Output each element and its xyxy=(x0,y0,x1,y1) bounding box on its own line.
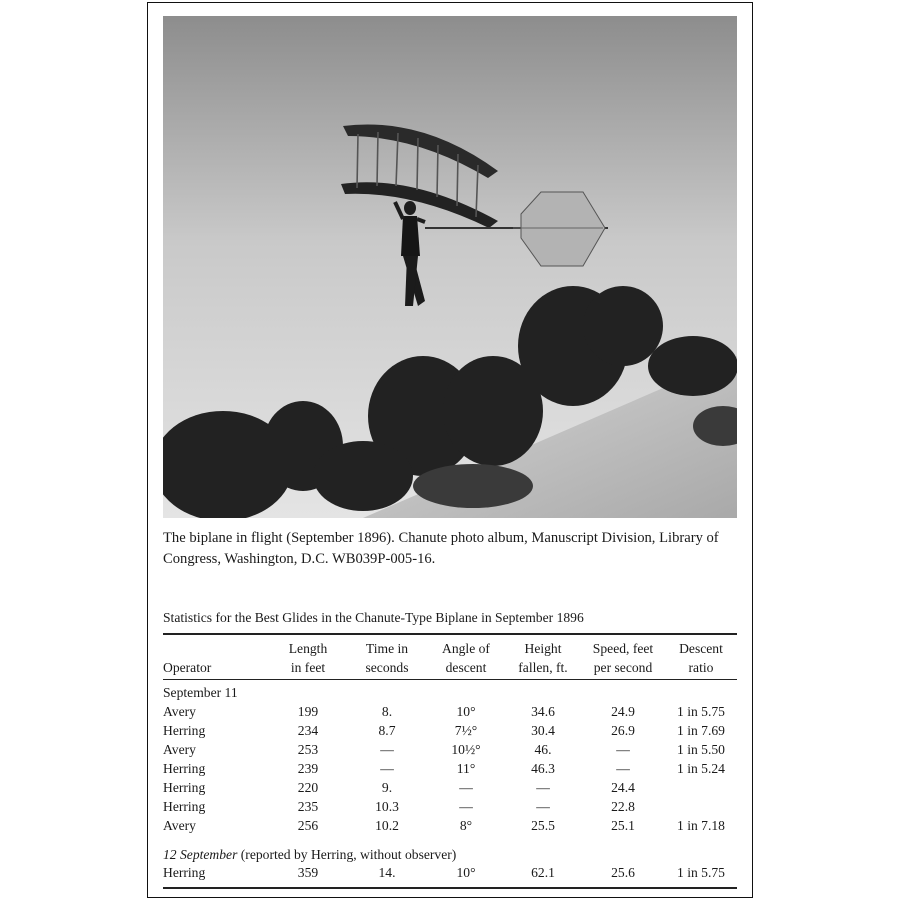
column-header: in feet xyxy=(290,660,326,675)
photo-caption: The biplane in flight (September 1896). Chanute photo album, Manuscript Division, Library of Congress, Washington, D.C. WB039P-005-16. xyxy=(163,530,719,567)
table-cell: 220 xyxy=(297,780,319,795)
table-cell: 26.9 xyxy=(611,723,635,738)
section-label-italic: 12 September xyxy=(163,847,238,862)
column-header: ratio xyxy=(688,660,714,675)
operator-cell: Herring xyxy=(163,799,206,814)
operator-cell: Avery xyxy=(163,742,196,757)
table-cell: 46. xyxy=(534,742,552,757)
table-cell: 234 xyxy=(297,723,319,738)
table-cell: 24.4 xyxy=(611,780,635,795)
section-label: September 11 xyxy=(163,685,238,700)
table-cell: — xyxy=(380,742,394,757)
table-cell: 1 in 7.18 xyxy=(677,818,725,833)
column-header: Height xyxy=(524,641,562,656)
table-cell: — xyxy=(616,761,630,776)
table-cell: 11° xyxy=(456,761,476,776)
table-bottom-rule xyxy=(163,887,737,889)
table-cell: 10.2 xyxy=(375,818,399,833)
table-cell: 10° xyxy=(456,704,476,719)
column-header: Length xyxy=(288,641,328,656)
column-header: per second xyxy=(593,660,653,675)
operator-cell: Avery xyxy=(163,704,196,719)
column-header: Time in xyxy=(365,641,409,656)
operator-cell: Herring xyxy=(163,865,206,880)
table-cell: 9. xyxy=(381,780,393,795)
table-cell: 25.1 xyxy=(611,818,635,833)
column-header: descent xyxy=(445,660,487,675)
table-cell: 14. xyxy=(378,865,396,880)
column-header: fallen, ft. xyxy=(518,660,568,675)
table-cell: 25.6 xyxy=(611,865,635,880)
table-cell: 10½° xyxy=(451,742,481,757)
table-title: Statistics for the Best Glides in the Chanute-Type Biplane in September 1896 xyxy=(163,610,584,625)
table-cell: — xyxy=(616,742,630,757)
column-header: Speed, feet xyxy=(592,641,654,656)
table-cell: 34.6 xyxy=(531,704,555,719)
column-header: Angle of xyxy=(442,641,490,656)
table-header-rule xyxy=(163,679,737,680)
table-cell: 46.3 xyxy=(531,761,555,776)
table-cell: — xyxy=(536,799,550,814)
table-cell: 1 in 5.75 xyxy=(677,865,725,880)
biplane-photo xyxy=(163,16,737,518)
table-cell: 256 xyxy=(297,818,319,833)
table-cell: 8° xyxy=(459,818,473,833)
table-cell: 30.4 xyxy=(531,723,555,738)
operator-cell: Herring xyxy=(163,761,206,776)
table-cell: 7½° xyxy=(454,723,478,738)
table-cell: 10° xyxy=(456,865,476,880)
table-cell: 359 xyxy=(297,865,319,880)
column-header: Descent xyxy=(679,641,723,656)
operator-cell: Herring xyxy=(163,723,206,738)
table-cell: 239 xyxy=(297,761,319,776)
table-cell: 24.9 xyxy=(611,704,635,719)
table-cell: 10.3 xyxy=(375,799,399,814)
table-cell: 199 xyxy=(297,704,319,719)
table-cell: 25.5 xyxy=(531,818,555,833)
section-label-note: (reported by Herring, without observer) xyxy=(237,847,457,862)
table-cell: 1 in 5.75 xyxy=(677,704,725,719)
table-cell: — xyxy=(380,761,394,776)
book-page xyxy=(147,2,753,898)
table-cell: — xyxy=(536,780,550,795)
table-cell: 22.8 xyxy=(611,799,635,814)
table-cell: 8.7 xyxy=(378,723,396,738)
column-header: seconds xyxy=(365,660,409,675)
section-label xyxy=(163,845,456,864)
operator-cell: Avery xyxy=(163,818,196,833)
column-header: Operator xyxy=(163,660,212,675)
table-cell: 235 xyxy=(297,799,319,814)
table-cell: 1 in 7.69 xyxy=(677,723,725,738)
table-cell: — xyxy=(459,780,473,795)
operator-cell: Herring xyxy=(163,780,206,795)
table-cell: 8. xyxy=(381,704,393,719)
table-cell: — xyxy=(459,799,473,814)
table-cell: 1 in 5.24 xyxy=(677,761,725,776)
table-cell: 1 in 5.50 xyxy=(677,742,725,757)
table-cell: 62.1 xyxy=(531,865,555,880)
table-top-rule xyxy=(163,633,737,635)
table-cell: 253 xyxy=(297,742,319,757)
